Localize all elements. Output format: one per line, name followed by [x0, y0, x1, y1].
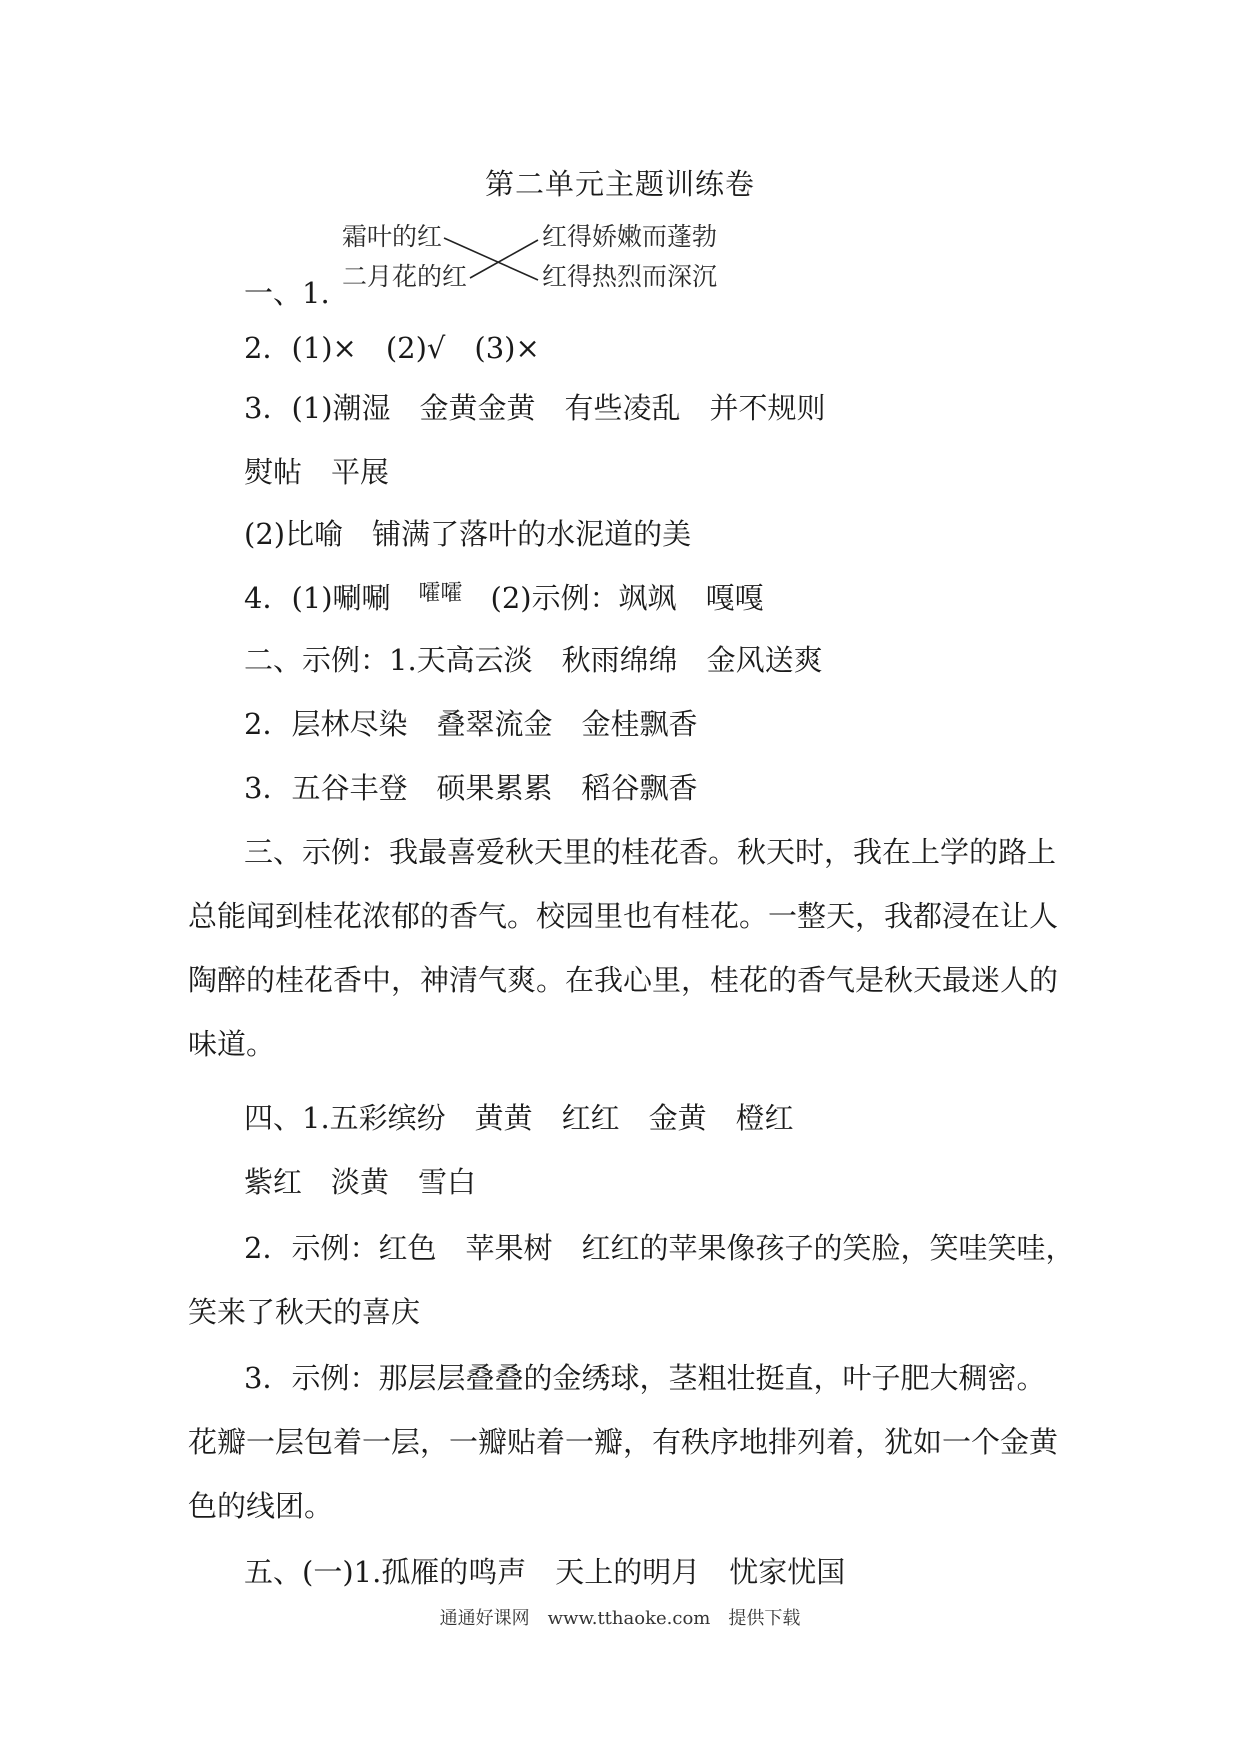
answer-s3-line2: 总能闻到桂花浓郁的香气。校园里也有桂花。一整天，我都浸在让人 [188, 899, 1059, 933]
answer-s4-line7: 色的线团。 [188, 1489, 334, 1523]
answer-s4-line6: 花瓣一层包着一层，一瓣贴着一瓣，有秩序地排列着，犹如一个金黄 [188, 1425, 1059, 1459]
match-right-bottom: 红得热烈而深沉 [542, 262, 718, 291]
answer-s1-q3-line3: (2)比喻 铺满了落叶的水泥道的美 [244, 517, 692, 551]
answer-s4-line4: 笑来了秋天的喜庆 [188, 1295, 421, 1329]
answer-s1-q3-line2: 熨帖 平展 [244, 455, 390, 489]
answer-s1-q4 [244, 578, 764, 622]
answer-s4-line2: 紫红 淡黄 雪白 [244, 1165, 477, 1199]
page-footer: 通通好课网 www.tthaoke.com 提供下载 [439, 1608, 801, 1629]
answer-s2-line2: 2．层林尽染 叠翠流金 金桂飘香 [244, 707, 698, 741]
answer-s3-line3: 陶醉的桂花香中，神清气爽。在我心里，桂花的香气是秋天最迷人的 [188, 963, 1059, 997]
page-title: 第二单元主题训练卷 [484, 167, 755, 201]
answer-s3-line4: 味道。 [188, 1027, 276, 1061]
answer-s2-line1: 二、示例：1.天高云淡 秋雨绵绵 金风送爽 [244, 643, 823, 677]
answer-s1-q2: 2．(1)× (2)√ (3)× [244, 331, 540, 365]
matching-lines [244, 218, 764, 308]
match-right-top: 红得娇嫩而蓬勃 [542, 222, 718, 251]
match-line-1 [444, 238, 538, 280]
matching-question [244, 218, 764, 308]
answer-s4-line1: 四、1.五彩缤纷 黄黄 红红 金黄 橙红 [244, 1101, 794, 1135]
question-label: 一、1. [244, 276, 330, 310]
answer-s1-q3-line1: 3．(1)潮湿 金黄金黄 有些凌乱 并不规则 [244, 391, 826, 425]
answer-s4-line5: 3．示例：那层层叠叠的金绣球，茎粗壮挺直，叶子肥大稠密。 [244, 1361, 1046, 1395]
answer-s1-q4-part2: 嚯嚯 [418, 581, 463, 606]
answer-s1-q4-part3: (2)示例：飒飒 嘎嘎 [490, 581, 764, 615]
answer-s2-line3: 3．五谷丰登 硕果累累 稻谷飘香 [244, 771, 698, 805]
answer-s4-line3: 2．示例：红色 苹果树 红红的苹果像孩子的笑脸，笑哇笑哇， [244, 1231, 1075, 1265]
match-left-bottom: 二月花的红 [342, 262, 468, 291]
answer-s5-line1: 五、(一)1.孤雁的鸣声 天上的明月 忧家忧国 [244, 1555, 846, 1589]
answer-s1-q4-part1: 4．(1)唰唰 [244, 581, 391, 615]
match-line-2 [470, 240, 538, 278]
match-left-top: 霜叶的红 [342, 222, 443, 251]
answer-s3-line1: 三、示例：我最喜爱秋天里的桂花香。秋天时，我在上学的路上 [244, 835, 1057, 869]
